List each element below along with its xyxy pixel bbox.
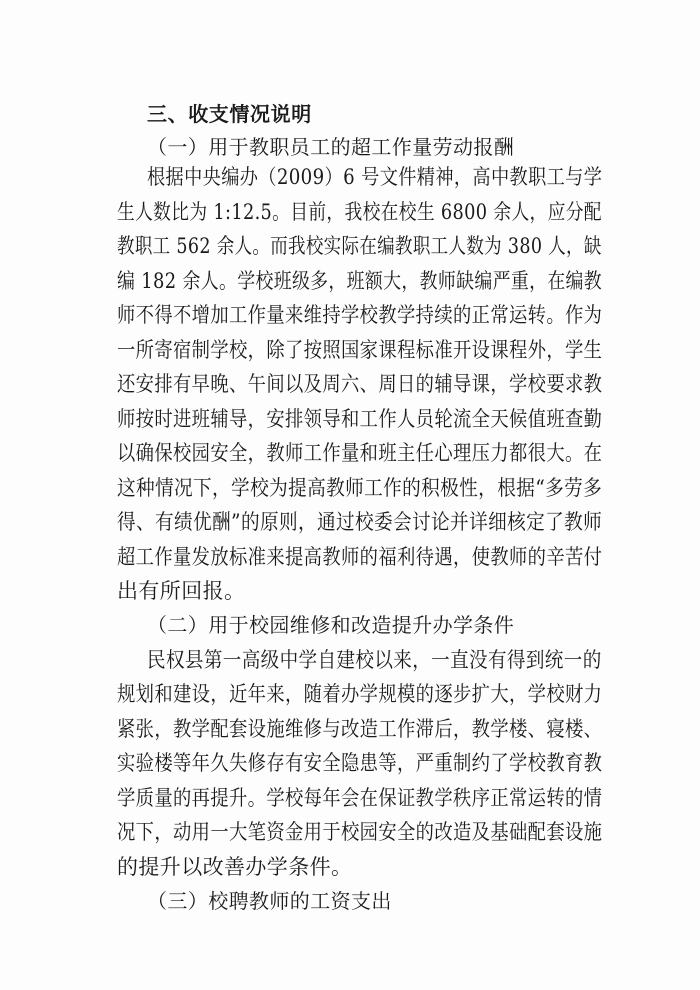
subsection-2-heading: （二）用于校园维修和改造提升办学条件 <box>147 613 515 637</box>
paragraph-line: 规划和建设，近年来，随着办学规模的逐步扩大，学校财力 <box>117 682 603 706</box>
paragraph-line: 师不得不增加工作量来维持学校教学持续的正常运转。作为 <box>117 303 603 327</box>
section-heading: 三、收支情况说明 <box>147 102 312 126</box>
subsection-1-heading: （一）用于教职员工的超工作量劳动报酬 <box>147 135 515 159</box>
paragraph-line: 况下，动用一大笔资金用于校园安全的改造及基础配套设施 <box>117 820 603 844</box>
paragraph-line: 出有所回报。 <box>117 579 246 603</box>
paragraph-line: 超工作量发放标准来提高教师的福利待遇，使教师的辛苦付 <box>117 545 603 569</box>
paragraph-line: 紧张，教学配套设施维修与改造工作滞后，教学楼、寝楼、 <box>117 717 603 741</box>
paragraph-line: 编 182 余人。学校班级多，班额大，教师缺编严重，在编教 <box>117 269 603 293</box>
paragraph-line: 以确保校园安全，教师工作量和班主任心理压力都很大。在 <box>117 441 603 465</box>
paragraph-line: 还安排有早晚、午间以及周六、周日的辅导课，学校要求教 <box>117 372 603 396</box>
paragraph-line: 实验楼等年久失修存有安全隐患等，严重制约了学校教育教 <box>117 751 603 775</box>
paragraph-line: 教职工 562 余人。而我校实际在编教职工人数为 380 人，缺 <box>117 234 602 258</box>
paragraph-line: 得、有绩优酬”的原则，通过校委会讨论并详细核定了教师 <box>117 510 603 534</box>
paragraph-line: 这种情况下，学校为提高教师工作的积极性，根据“多劳多 <box>117 476 603 500</box>
paragraph-line: 师按时进班辅导，安排领导和工作人员轮流全天候值班查勤 <box>117 407 603 431</box>
paragraph-line: 生人数比为 1:12.5。目前，我校在校生 6800 余人，应分配 <box>117 200 602 224</box>
paragraph-line: 的提升以改善办学条件。 <box>117 855 353 879</box>
paragraph-line: 民权县第一高级中学自建校以来，一直没有得到统一的 <box>147 648 602 672</box>
paragraph-line: 学质量的再提升。学校每年会在保证教学秩序正常运转的情 <box>117 786 603 810</box>
subsection-3-heading: （三）校聘教师的工资支出 <box>147 889 392 913</box>
paragraph-line: 一所寄宿制学校，除了按照国家课程标准开设课程外，学生 <box>117 338 603 362</box>
paragraph-line: 根据中央编办（2009）6 号文件精神，高中教职工与学 <box>147 165 603 189</box>
